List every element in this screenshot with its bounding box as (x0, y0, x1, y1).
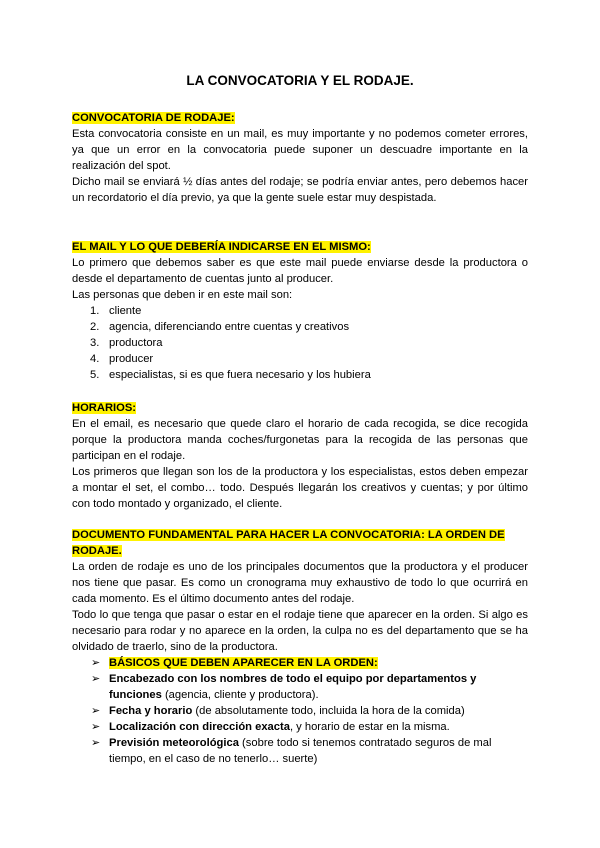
section-heading: HORARIOS: (72, 402, 137, 414)
section-mail (72, 239, 528, 383)
paragraph: En el email, es necesario que quede claro el horario de cada recogida, se dice recogida porque la productora manda coches/furgonetas para la recogida de las personas que participan en el rodaje. (72, 418, 528, 462)
arrow-bullet-icon: ➢ (91, 721, 101, 733)
section-orden-rodaje (72, 527, 528, 767)
page-title: LA CONVOCATORIA Y EL RODAJE. (186, 73, 414, 88)
basics-list (72, 655, 528, 767)
paragraph: Las personas que deben ir en este mail son: (72, 289, 293, 301)
sub-heading: BÁSICOS QUE DEBEN APARECER EN LA ORDEN: (109, 657, 378, 669)
list-item: 1. cliente (90, 305, 142, 317)
paragraph: Lo primero que debemos saber es que este mail puede enviarse desde la productora o desde el departamento de cuentas junto al producer. (72, 257, 528, 285)
list-item: ➢ Localización con dirección exacta, y horario de estar en la misma. (91, 721, 450, 733)
people-list (72, 303, 528, 383)
paragraph: La orden de rodaje es uno de los principales documentos que la productora y el producer nos tiene que pasar. Es como un cronograma muy exhaustivo de todo lo que ocurrirá en cada momento. Es el último documento antes del rodaje. (72, 561, 528, 605)
section-heading: CONVOCATORIA DE RODAJE: (72, 112, 235, 124)
paragraph: Los primeros que llegan son los de la productora y los especialistas, estos deben empezar a montar el set, el combo… todo. Después llegarán los creativos y cuentas; y por último con todo montado y organizado, el cliente. (72, 466, 528, 510)
section-heading: DOCUMENTO FUNDAMENTAL PARA HACER LA CONVOCATORIA: LA ORDEN DE RODAJE. (72, 529, 505, 557)
paragraph: Todo lo que tenga que pasar o estar en el rodaje tiene que aparecer en la orden. Si algo es necesario para rodar y no aparece en la orden, la culpa no es del departamento que se ha olvidado de traerlo, sino de la productora. (72, 609, 528, 653)
section-horarios (72, 400, 528, 512)
sub-heading-item (72, 655, 528, 671)
list-item: 4. producer (90, 353, 154, 365)
list-item: 3. productora (90, 337, 163, 349)
list-item: ➢ Encabezado con los nombres de todo el equipo por departamentos y funciones (agencia, cliente y productora). (91, 673, 477, 701)
paragraph: Dicho mail se enviará ½ días antes del rodaje; se podría enviar antes, pero debemos hacer un recordatorio el día previo, ya que la gente suele estar muy despistada. (72, 176, 528, 204)
list-item: ➢ Fecha y horario (de absolutamente todo, incluida la hora de la comida) (91, 705, 465, 717)
arrow-bullet-icon: ➢ (91, 705, 101, 717)
arrow-bullet-icon: ➢ (91, 657, 101, 669)
list-item: ➢ Previsión meteorológica (sobre todo si tenemos contratado seguros de mal tiempo, en el caso de no tenerlo… suerte) (91, 737, 492, 765)
list-item: 5. especialistas, si es que fuera necesario y los hubiera (90, 369, 371, 381)
section-heading: EL MAIL Y LO QUE DEBERÍA INDICARSE EN EL MISMO: (72, 241, 371, 253)
arrow-bullet-icon: ➢ (91, 673, 101, 685)
paragraph: Esta convocatoria consiste en un mail, es muy importante y no podemos cometer errores, ya que un error en la convocatoria puede suponer un descuadre importante en la realización del spot. (72, 128, 528, 172)
arrow-bullet-icon: ➢ (91, 737, 101, 749)
list-item: 2. agencia, diferenciando entre cuentas y creativos (90, 321, 350, 333)
section-convocatoria (72, 110, 528, 206)
